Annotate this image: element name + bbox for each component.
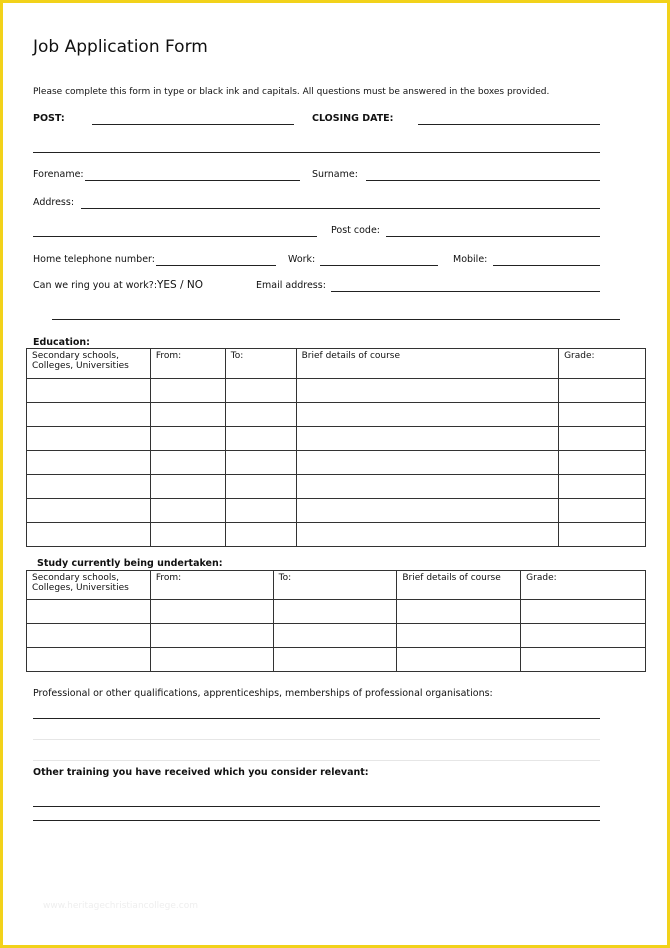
work-phone-label: Work: (288, 254, 316, 265)
training-label: Other training you have received which you consider relevant: (33, 767, 369, 778)
closing-date-label: CLOSING DATE: (312, 113, 394, 124)
table-row[interactable] (27, 624, 646, 648)
col-header-from: From: (150, 571, 273, 600)
col-header-schools: Secondary schools, Colleges, Universities (27, 349, 151, 379)
surname-label: Surname: (312, 169, 358, 180)
email-label: Email address: (256, 280, 326, 291)
post-field[interactable] (92, 124, 294, 125)
yes-no-choice[interactable]: YES / NO (157, 279, 204, 291)
mobile-label: Mobile: (453, 254, 488, 265)
training-field-line-1[interactable] (33, 806, 600, 807)
table-row[interactable] (27, 475, 646, 499)
col-header-course: Brief details of course (296, 349, 558, 379)
col-header-grade: Grade: (559, 349, 646, 379)
table-row[interactable] (27, 600, 646, 624)
ring-at-work-label: Can we ring you at work?: (33, 280, 158, 291)
education-table (26, 348, 646, 547)
col-header-to: To: (273, 571, 397, 600)
training-field-line-2[interactable] (33, 820, 600, 821)
address-field-line-2[interactable] (33, 236, 317, 237)
qualifications-label: Professional or other qualifications, apprenticeships, memberships of professional organisations: (33, 688, 493, 699)
education-header-row (27, 349, 646, 379)
col-header-to: To: (225, 349, 296, 379)
forename-label: Forename: (33, 169, 84, 180)
home-phone-label: Home telephone number: (33, 254, 155, 265)
qualifications-faint-line (33, 739, 600, 740)
closing-date-field[interactable] (418, 124, 600, 125)
study-header-row (27, 571, 646, 600)
table-row[interactable] (27, 499, 646, 523)
separator-line (52, 319, 620, 320)
address-label: Address: (33, 197, 75, 208)
table-row[interactable] (27, 403, 646, 427)
table-row[interactable] (27, 427, 646, 451)
address-field-line-1[interactable] (81, 208, 600, 209)
postcode-field[interactable] (386, 236, 600, 237)
surname-field[interactable] (366, 180, 600, 181)
postcode-label: Post code: (331, 225, 381, 236)
mobile-field[interactable] (493, 265, 600, 266)
table-row[interactable] (27, 523, 646, 547)
watermark: www.heritagechristiancollege.com (43, 901, 198, 911)
col-header-course: Brief details of course (397, 571, 521, 600)
table-row[interactable] (27, 379, 646, 403)
email-field[interactable] (331, 291, 600, 292)
table-row[interactable] (27, 451, 646, 475)
work-phone-field[interactable] (320, 265, 438, 266)
education-heading: Education: (33, 337, 90, 348)
col-header-schools: Secondary schools, Colleges, Universities (27, 571, 151, 600)
home-phone-field[interactable] (156, 265, 276, 266)
post-label: POST: (33, 113, 65, 124)
forename-field[interactable] (85, 180, 300, 181)
form-title: Job Application Form (33, 37, 208, 57)
col-header-from: From: (150, 349, 225, 379)
study-table (26, 570, 646, 672)
table-row[interactable] (27, 648, 646, 672)
col-header-grade: Grade: (521, 571, 646, 600)
form-instructions: Please complete this form in type or black ink and capitals. All questions must be answered in the boxes provided. (33, 87, 550, 97)
qualifications-field-line[interactable] (33, 718, 600, 719)
study-heading: Study currently being undertaken: (37, 558, 223, 569)
post-extra-line[interactable] (33, 152, 600, 153)
qualifications-faint-line (33, 760, 600, 761)
